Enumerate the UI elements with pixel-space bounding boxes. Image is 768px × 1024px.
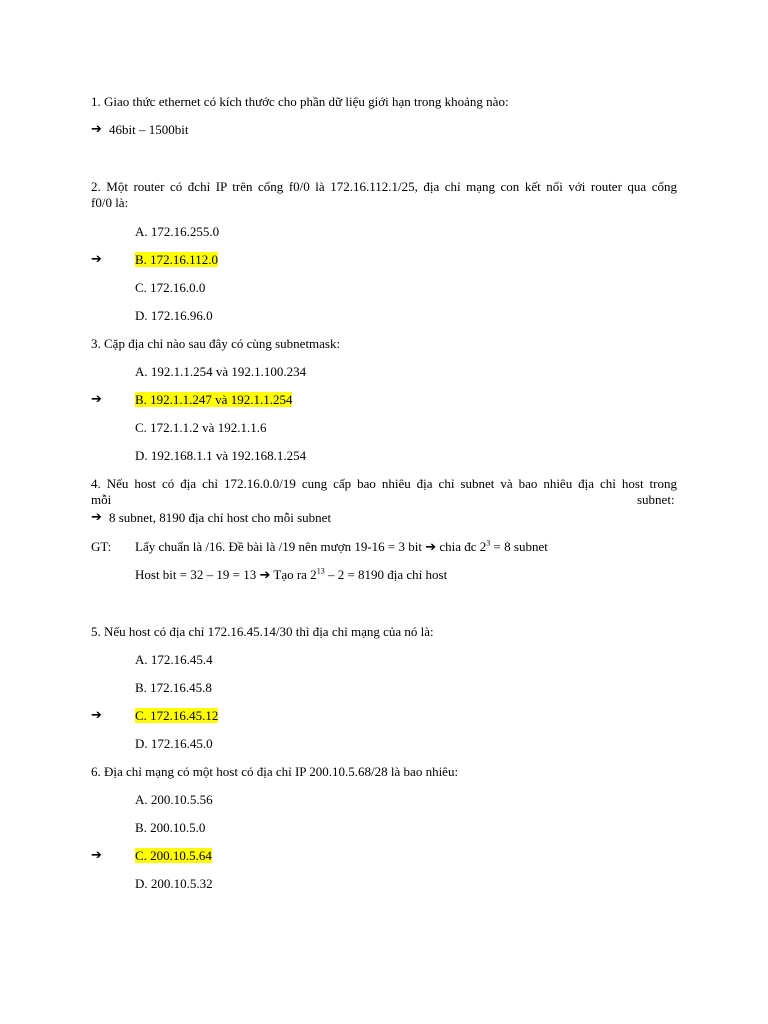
q4-gt1-text-a: Lấy chuẩn là /16. Đề bài là /19 nên mượn 19-16 = 3 bit [135,539,422,554]
q4-gt-label: GT: [91,539,112,554]
q4-answer: 8 subnet, 8190 địa chỉ host cho mỗi subnet [109,510,332,525]
right-arrow-icon: ➔ [91,392,102,407]
q5-option-a: A. 172.16.45.4 [135,652,213,667]
right-arrow-icon: ➔ [91,848,102,863]
q6-option-a: A. 200.10.5.56 [135,792,213,807]
q4-question-line2-left: mỗi [91,492,112,507]
right-arrow-icon: ➔ [91,122,102,137]
q4-explanation-line1 [135,539,548,556]
q3-option-b-correct: B. 192.1.1.247 và 192.1.1.254 [135,392,293,407]
right-arrow-icon: ➔ [425,540,437,555]
q1-question: 1. Giao thức ethernet có kích thước cho phần dữ liệu giới hạn trong khoảng nào: [91,94,509,109]
right-arrow-icon: ➔ [259,568,271,583]
q2-question-line2: f0/0 là: [91,195,129,210]
q5-option-b: B. 172.16.45.8 [135,680,212,695]
q5-option-d: D. 172.16.45.0 [135,736,213,751]
right-arrow-icon: ➔ [91,252,102,267]
q3-option-a: A. 192.1.1.254 và 192.1.100.234 [135,364,307,379]
q4-question-line1: 4. Nếu host có địa chỉ 172.16.0.0/19 cung cấp bao nhiêu địa chỉ subnet và bao nhiêu địa chỉ host trong [91,476,677,491]
q4-gt2-exponent: 13 [316,566,325,576]
q4-gt1-exponent: 3 [486,538,491,548]
q3-option-c: C. 172.1.1.2 và 192.1.1.6 [135,420,267,435]
right-arrow-icon: ➔ [91,510,102,525]
q4-gt1-text-b: chia đc 2 [439,539,487,554]
q2-option-c: C. 172.16.0.0 [135,280,206,295]
q1-answer: 46bit – 1500bit [109,122,189,137]
q4-gt2-text-b: Tạo ra 2 [273,567,317,582]
q2-option-d: D. 172.16.96.0 [135,308,213,323]
q4-gt1-text-c: = 8 subnet [490,539,548,554]
q2-question-line1: 2. Một router có đchỉ IP trên cổng f0/0 là 172.16.112.1/25, địa chỉ mạng con kết nối với router qua cổng [91,179,677,194]
right-arrow-icon: ➔ [91,708,102,723]
q6-question: 6. Địa chỉ mạng có một host có địa chỉ IP 200.10.5.68/28 là bao nhiêu: [91,764,459,779]
q6-option-b: B. 200.10.5.0 [135,820,206,835]
q4-gt2-text-a: Host bit = 32 – 19 = 13 [135,567,257,582]
q5-question: 5. Nếu host có địa chỉ 172.16.45.14/30 thì địa chỉ mạng của nó là: [91,624,434,639]
q4-explanation-line2 [135,567,447,584]
q6-option-c-correct: C. 200.10.5.64 [135,848,212,863]
q6-option-d: D. 200.10.5.32 [135,876,213,891]
q5-option-c-correct: C. 172.16.45.12 [135,708,219,723]
q3-option-d: D. 192.168.1.1 và 192.168.1.254 [135,448,307,463]
q2-option-b-correct: B. 172.16.112.0 [135,252,218,267]
q4-gt2-text-c: – 2 = 8190 địa chỉ host [324,567,448,582]
q3-question: 3. Cặp địa chỉ nào sau đây có cùng subnetmask: [91,336,341,351]
q4-question-line2-right: subnet: [637,492,675,507]
q2-option-a: A. 172.16.255.0 [135,224,220,239]
